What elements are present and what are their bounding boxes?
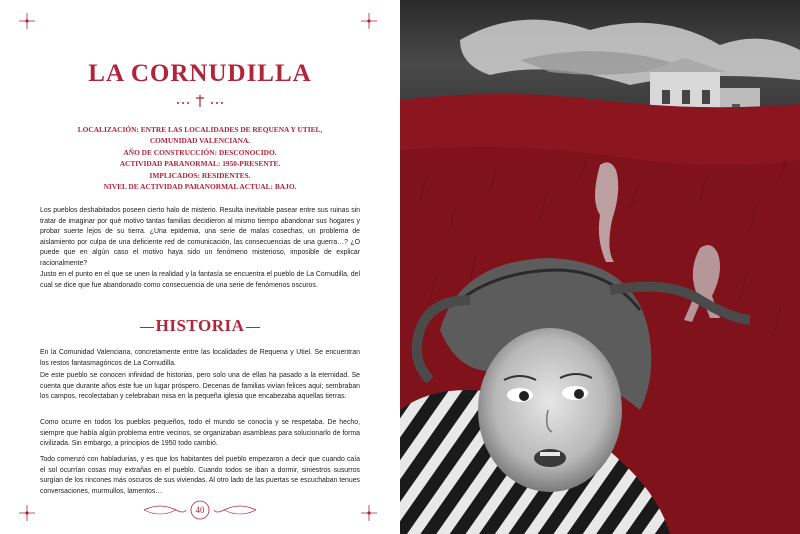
info-line: COMUNIDAD VALENCIANA. <box>149 136 251 146</box>
info-line: AÑO DE CONSTRUCCIÓN: DESCONOCIDO. <box>123 147 277 157</box>
dagger-ornament-icon <box>170 94 230 108</box>
chapter-title: LA CORNUDILLA <box>88 60 312 87</box>
corner-ornament-bottom-left <box>18 504 36 522</box>
girl-illustration <box>400 0 800 534</box>
right-page <box>400 0 800 534</box>
heading-rule-left <box>140 327 154 328</box>
intro-paragraph: Los pueblos deshabitados poseen cierto halo de misterio. Resulta inevitable pasear entre sus ruinas sin tratar de imaginar por qué motivo tantas familias decidieron al mismo tiempo abandonar sus hogares y probar suerte lejos de su tierra. ¿Una epidemia, una serie de malas cosechas, un problema de aislamiento por culpa de una deficiente red de comunicación, las consecuencias de una guerra…? ¿O puede que en algún caso el motivo haya sido un fenómeno misterioso, imposible de explicar racionalmente? <box>40 207 360 267</box>
page-number: 40 <box>195 505 205 515</box>
section-heading-text: HISTORIA <box>155 316 245 335</box>
heading-rule-right <box>246 327 260 328</box>
history-paragraph: En la Comunidad Valenciana, concretamente entre las localidades de Requena y Utiel. Se encuentran los restos fantasmagóricos de La Cornudilla. <box>40 349 360 367</box>
corner-ornament-bottom-right <box>360 504 378 522</box>
info-line: LOCALIZACIÓN: ENTRE LAS LOCALIDADES DE REQUENA Y UTIEL, <box>77 125 323 134</box>
location-info-block <box>30 124 370 192</box>
history-paragraph: Como ocurre en todos los pueblos pequeños, todo el mundo se conocía y se respetaba. De hecho, siempre que había algún problema entre vecinos, se organizaban asambleas para solucionarlo de forma civilizada. Sin embargo, a principios de 1950 todo cambió. <box>40 419 360 448</box>
corner-ornament-top-left <box>18 12 36 30</box>
section-heading <box>0 316 400 336</box>
corner-ornament-top-right <box>360 12 378 30</box>
info-line: IMPLICADOS: RESIDENTES. <box>149 170 251 180</box>
history-paragraph: Todo comenzó con habladurías, y es que los habitantes del pueblo empezaron a decir que cuando caía el sol ocurrían cosas muy extrañas en el pueblo. Cuando todos se iban a dormir, siniestros susurros surgían de los rincones más oscuros de sus viviendas. Al otro lado de las puertas se escuchaban tenues conversaciones, murmullos, lamentos… <box>40 456 360 495</box>
info-line: ACTIVIDAD PARANORMAL: 1950-PRESENTE. <box>119 159 281 169</box>
history-paragraph: De este pueblo se conocen infinidad de historias, pero solo una de ellas ha pasado a la eternidad. Se cuenta que durante años este fue un lugar próspero. Decenas de familias vivían felices aquí; sembraban los campos, recolectaban y celebraban misa en la pequeña iglesia que encabezaba aquellas tierras. <box>40 372 360 401</box>
intro-paragraph: Justo en el punto en el que se unen la realidad y la fantasía se encuentra el pueblo de La Cornudilla, del cual se dice que fue abandonado como consecuencia de una serie de fenómenos oscuros. <box>40 271 360 289</box>
info-line: NIVEL DE ACTIVIDAD PARANORMAL ACTUAL: BAJO. <box>103 182 297 192</box>
